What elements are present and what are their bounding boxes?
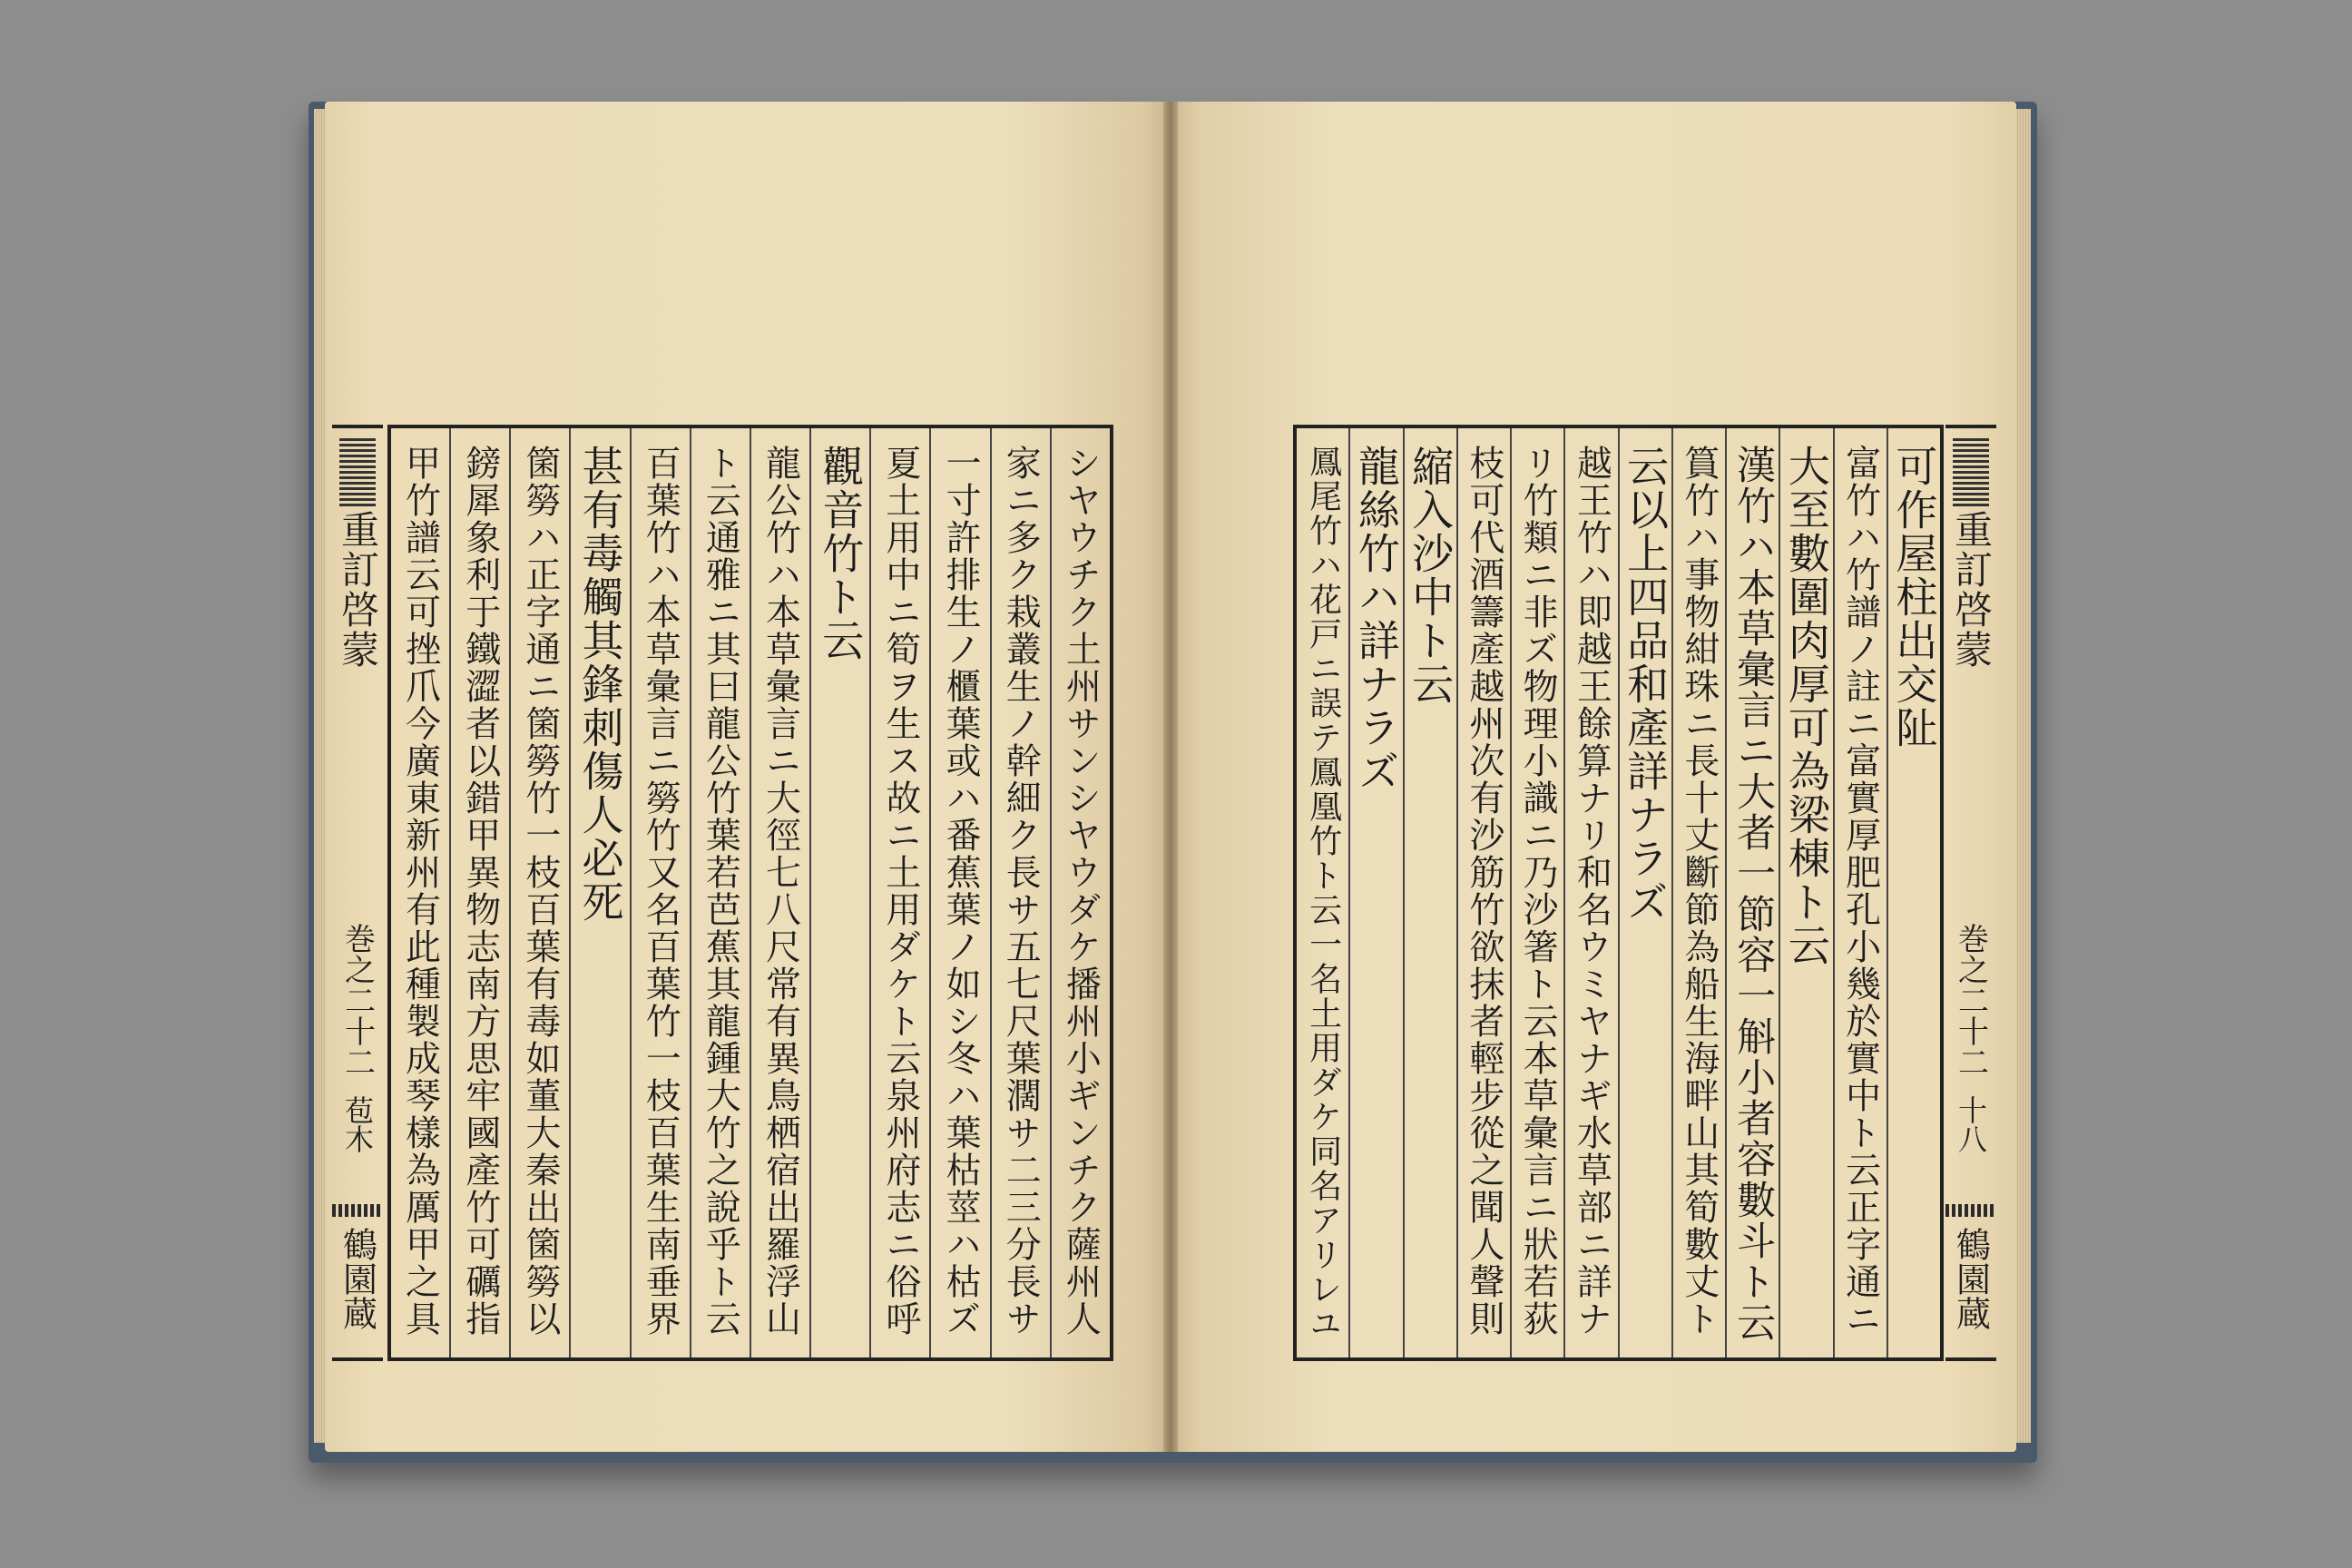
text-column [1297,428,1348,1357]
text-column [449,428,509,1357]
right-running-head [1945,425,1996,1361]
column-text: 龍絲竹ハ詳ナラズ [1351,445,1401,793]
fish-tail-mark [339,436,376,506]
text-column [1618,428,1671,1357]
column-text: 鳳尾竹ハ花戸ニ誤テ鳳凰竹ト云一名土用ダケ同名アリレユ [1304,445,1342,1341]
column-text: 百葉竹ハ本草彙言ニ簩竹又名百葉竹一枝百葉生南垂界 [640,445,681,1338]
text-column [391,428,449,1357]
column-text: 一寸許排生ノ櫃葉或ハ番蕉葉ノ如シ冬ハ葉枯莖ハ枯ズ [940,445,982,1338]
text-column [1050,428,1110,1357]
running-head-volume: 巻之二十二 [1952,923,1989,1077]
column-text: 枝可代酒籌產越州次有沙筋竹欲抹者輕步從之聞人聲則 [1463,445,1504,1338]
text-column [869,428,929,1357]
text-column [929,428,989,1357]
column-text: 觀音竹ト云 [816,445,866,662]
left-running-head [332,425,383,1361]
running-head-title: 重訂啓蒙 [1949,510,1994,670]
column-text: 夏土用中ニ筍ヲ生ス故ニ土用ダケト云泉州府志ニ俗呼 [879,445,921,1338]
left-columns [391,428,1110,1357]
book-gutter [1163,102,1178,1452]
text-column [509,428,569,1357]
text-column [1725,428,1779,1357]
column-text: 甲竹譜云可挫爪今廣東新州有此種製成琴樣為厲甲之具 [399,445,441,1338]
running-head-imprint: 鶴園蔵 [337,1227,377,1330]
left-text-frame [387,425,1113,1361]
column-text: 縮入沙中ト云 [1406,445,1455,706]
text-column [1563,428,1617,1357]
fish-tail-band [1945,1204,1996,1217]
column-text: 家ニ多ク栽叢生ノ幹細ク長サ五七尺葉濶サ二三分長サ [1000,445,1042,1338]
column-text: 鎊犀象利于鐵澀者以錯甲異物志南方思牢國產竹可礪指 [459,445,501,1338]
column-text: 云以上四品和產詳ナラズ [1621,445,1671,924]
column-text: 越王竹ハ即越王餘算ナリ和名ウミヤナギ水草部ニ詳ナ [1571,445,1612,1338]
column-text: 龍公竹ハ本草彙言ニ大徑七八尺常有異鳥栖宿出羅浮山 [760,445,801,1338]
text-column [569,428,629,1357]
fish-tail-band [332,1204,383,1217]
column-text: 可作屋柱出交阯 [1889,445,1939,750]
running-head-volume: 巻之二十二 [338,923,376,1077]
column-text: 甚有毒觸其鋒刺傷人必死 [575,445,625,924]
open-book [309,91,2037,1470]
right-columns [1297,428,1940,1357]
column-text: 大至數圍肉厚可為梁棟ト云 [1781,445,1831,967]
column-text: ト云通雅ニ其曰龍公竹葉若芭蕉其龍鍾大竹之說乎ト云 [700,445,741,1338]
running-head-title: 重訂啓蒙 [336,510,380,670]
text-column [1456,428,1510,1357]
column-text: 箘簩ハ正字通ニ箘簩竹一枝百葉有毒如董大秦出箘簩以 [519,445,561,1338]
text-column [690,428,750,1357]
fish-tail-mark [1953,436,1989,506]
text-column [1403,428,1456,1357]
running-head-imprint: 鶴園蔵 [1950,1227,1991,1330]
column-text: 篔竹ハ事物紺珠ニ長十丈斷節為船生海畔山其筍數丈ト [1678,445,1720,1338]
text-column [990,428,1050,1357]
text-column [1671,428,1725,1357]
running-head-folio: 十八 [1954,1095,1988,1153]
text-column [809,428,869,1357]
text-column [1779,428,1832,1357]
text-column [1348,428,1402,1357]
running-head-section: 苞木 [340,1095,375,1153]
text-column [630,428,690,1357]
column-text: リ竹類ニ非ズ物理小識ニ乃沙箸ト云本草彙言ニ狀若荻 [1517,445,1559,1338]
text-column [750,428,809,1357]
column-text: シヤウチク土州サンシヤウダケ播州小ギンチク薩州人 [1060,445,1102,1338]
column-text: 富竹ハ竹譜ノ註ニ富實厚肥孔小幾於實中ト云正字通ニ [1839,445,1881,1338]
text-column [1833,428,1886,1357]
text-column [1510,428,1563,1357]
text-column [1886,428,1940,1357]
right-text-frame [1293,425,1944,1361]
column-text: 漢竹ハ本草彙言ニ大者一節容一斛小者容數斗ト云 [1730,445,1777,1343]
